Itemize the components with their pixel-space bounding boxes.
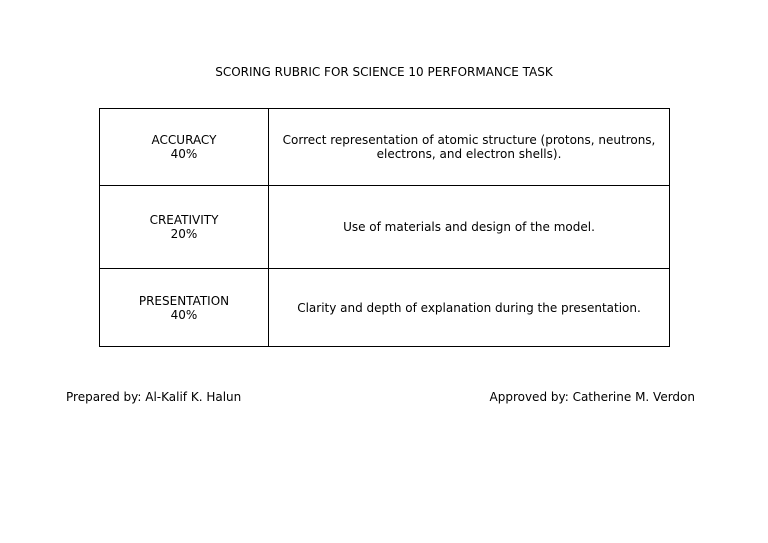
page-title: SCORING RUBRIC FOR SCIENCE 10 PERFORMANCE TASK (215, 65, 553, 79)
criterion-weight: 20% (170, 227, 198, 241)
prepared-by: Prepared by: Al-Kalif K. Halun (66, 390, 242, 404)
criterion-name: ACCURACY (151, 133, 217, 147)
criterion-cell (100, 186, 269, 269)
table-row (100, 109, 670, 186)
description-cell: Use of materials and design of the model. (269, 186, 670, 269)
criterion-weight: 40% (170, 307, 198, 322)
criterion-name: CREATIVITY (149, 213, 219, 227)
table-row (100, 186, 670, 269)
criterion-cell (100, 269, 269, 347)
criterion-weight: 40% (170, 147, 198, 161)
approved-by: Approved by: Catherine M. Verdon (489, 390, 695, 404)
criterion-name: PRESENTATION (138, 293, 230, 308)
rubric-table (99, 108, 670, 347)
description-cell: Correct representation of atomic structure (protons, neutrons, electrons, and electron shells). (269, 109, 670, 186)
criterion-cell (100, 109, 269, 186)
description-cell: Clarity and depth of explanation during the presentation. (269, 269, 670, 347)
table-row (100, 269, 670, 347)
